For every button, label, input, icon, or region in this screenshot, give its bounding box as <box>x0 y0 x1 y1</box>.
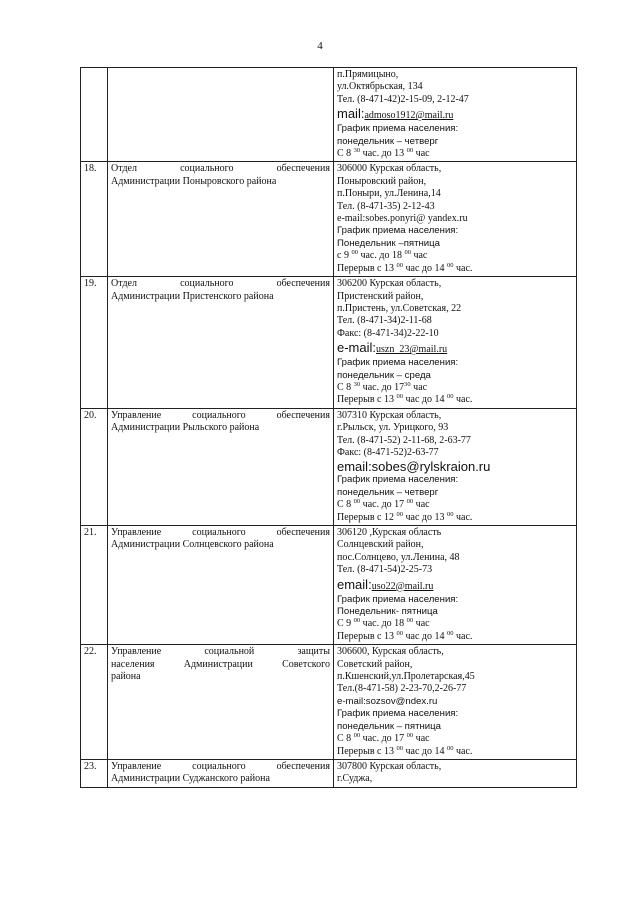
contact-line: Советский район, <box>337 658 413 670</box>
email-address: uso22@mail.ru <box>371 580 434 592</box>
time-minutes: 00 <box>446 629 454 637</box>
word: обеспечения <box>276 409 330 421</box>
time-text: Перерыв с 13 <box>337 394 397 406</box>
contact-line: понедельник – четверг <box>337 486 439 498</box>
time-minutes: 00 <box>396 744 403 752</box>
time-minutes: 00 <box>406 617 414 625</box>
contact-line: Понедельник –пятница <box>337 237 440 249</box>
contact-line: Солнцевский район, <box>337 539 424 551</box>
contact-line: График приема населения: <box>337 123 459 135</box>
time-text: час до 14 <box>402 630 447 642</box>
time-minutes: 00 <box>406 147 414 155</box>
email-prefix: e-mail: <box>337 340 377 356</box>
email-line <box>337 577 573 594</box>
email-prefix: mail: <box>337 106 365 122</box>
time-text: час. до 13 <box>360 148 407 160</box>
time-minutes: 00 <box>396 629 403 637</box>
word: Отдел <box>111 163 137 175</box>
email-line <box>337 106 573 123</box>
institution-name-line <box>111 659 330 671</box>
word: социального <box>180 278 234 290</box>
table-row <box>81 277 577 409</box>
contact-line: Пристенский район, <box>337 290 424 302</box>
time-minutes: 30 <box>353 147 361 155</box>
email-prefix: email: <box>337 576 372 592</box>
time-text: С 8 <box>337 381 354 393</box>
time-text: Перерыв с 12 <box>337 511 397 523</box>
contact-line: Понедельник- пятница <box>337 606 438 618</box>
contact-line: Факс: (8-471-52)2-63-77 <box>337 446 439 458</box>
reception-hours-line <box>337 148 573 160</box>
time-minutes: 00 <box>353 617 361 625</box>
reception-hours-line <box>337 394 573 406</box>
time-minutes: 00 <box>446 393 454 401</box>
email-address: uszn_23@mail.ru <box>376 344 448 356</box>
time-minutes: 00 <box>446 744 454 752</box>
reception-hours-line <box>337 733 573 745</box>
reception-hours-line <box>337 618 573 630</box>
institution-name-line <box>111 646 330 658</box>
institution-name-line <box>111 761 330 773</box>
word: Управление <box>111 527 162 538</box>
reception-hours-line <box>337 631 573 643</box>
time-text: час. до 17 <box>360 733 407 745</box>
contact-info <box>334 645 577 760</box>
row-number <box>81 68 108 162</box>
contact-line: Тел.(8-471-58) 2-23-70,2-26-77 <box>337 683 467 695</box>
time-minutes: 00 <box>396 510 403 518</box>
time-text: час. до 17 <box>360 381 405 393</box>
time-minutes: 00 <box>406 498 414 506</box>
time-text: С 9 <box>337 618 354 630</box>
contact-line: Тел. (8-471-34)2-11-68 <box>337 315 432 327</box>
reception-hours-line <box>337 382 573 394</box>
time-text: с 9 <box>337 250 352 262</box>
reception-hours-line <box>337 250 573 262</box>
reception-hours-line <box>337 746 573 758</box>
contact-line: ул.Октябрьская, 134 <box>337 81 423 93</box>
email-line <box>337 340 573 357</box>
contact-line: понедельник – среда <box>337 369 431 381</box>
time-text: час <box>410 250 428 262</box>
contact-line: График приема населения: <box>337 593 459 605</box>
table-body <box>81 68 577 788</box>
contact-line: Тел. (8-471-52) 2-11-68, 2-63-77 <box>337 434 471 446</box>
time-minutes: 00 <box>404 249 411 257</box>
institution-name-line: Администрации Пристенского района <box>111 290 274 302</box>
institution-name <box>108 645 334 760</box>
contact-line: e-mail:sozsov@ndex.ru <box>337 695 438 707</box>
contact-line: Тел. (8-471-54)2-25-73 <box>337 564 433 576</box>
word: Управление <box>111 760 162 772</box>
word: Администрации <box>183 658 253 670</box>
contact-line: Поныровский район, <box>337 175 427 187</box>
time-text: час до 14 <box>402 262 447 274</box>
contact-line: г.Суджа, <box>337 773 373 785</box>
time-text: С 8 <box>337 733 354 745</box>
row-number: 20. <box>81 408 108 525</box>
time-minutes: 00 <box>396 261 403 269</box>
institution-name-line: района <box>111 671 141 683</box>
institution-name <box>108 526 334 645</box>
institution-name-line: Администрации Рыльского района <box>111 422 260 434</box>
time-text: час. <box>453 262 473 274</box>
time-text: час. до 18 <box>360 618 407 630</box>
time-minutes: 30 <box>353 380 361 388</box>
word: населения <box>111 658 155 670</box>
contact-line: График приема населения: <box>337 708 459 720</box>
contact-line: e-mail:sobes.ponyri@ yandex.ru <box>337 213 468 225</box>
contact-line: 306600, Курская область, <box>337 646 444 658</box>
contact-info <box>334 408 577 525</box>
time-minutes: 00 <box>353 498 361 506</box>
contact-info <box>334 277 577 409</box>
time-minutes: 00 <box>406 732 414 740</box>
word: Советского <box>282 658 330 670</box>
time-text: час <box>413 499 430 511</box>
contact-info <box>334 68 577 162</box>
time-text: час до 14 <box>402 745 447 757</box>
contact-line: п.Пристень, ул.Советская, 22 <box>337 302 462 314</box>
word: социального <box>192 409 246 421</box>
institution-name <box>108 68 334 162</box>
contact-line: п.Прямицыно, <box>337 69 399 80</box>
row-number: 22. <box>81 645 108 760</box>
institution-name <box>108 408 334 525</box>
word: социальной <box>204 646 255 658</box>
time-text: час. <box>453 630 473 642</box>
time-text: С 8 <box>337 148 354 160</box>
time-minutes: 00 <box>446 261 454 269</box>
table-row <box>81 408 577 525</box>
time-text: час <box>413 618 430 630</box>
row-number: 23. <box>81 759 108 787</box>
contact-info <box>334 759 577 787</box>
time-text: час до 14 <box>402 394 447 406</box>
institutions-table <box>80 67 577 788</box>
word: Управление <box>111 409 162 421</box>
institution-name-line: Администрации Солнцевского района <box>111 539 274 551</box>
contact-line: 306200 Курская область, <box>337 278 442 290</box>
time-text: час <box>413 733 430 745</box>
time-text: час до 13 <box>402 511 447 523</box>
contact-line: понедельник – четверг <box>337 135 439 147</box>
table-row <box>81 645 577 760</box>
contact-line: 306120 ,Курская область <box>337 527 442 538</box>
row-number: 21. <box>81 526 108 645</box>
contact-line: График приема населения: <box>337 225 459 237</box>
contact-line: Тел. (8-471-35) 2-12-43 <box>337 200 435 212</box>
time-minutes: 00 <box>446 510 454 518</box>
contact-line: График приема населения: <box>337 357 459 369</box>
time-text: Перерыв с 13 <box>337 262 397 274</box>
institution-name <box>108 162 334 277</box>
time-text: Перерыв с 13 <box>337 630 397 642</box>
contact-line: п.Кшенский,ул.Пролетарская,45 <box>337 671 475 683</box>
table-row <box>81 68 577 162</box>
institution-name-line <box>111 410 330 422</box>
time-text: час. <box>453 394 473 406</box>
time-text: час <box>413 148 430 160</box>
institution-name-line <box>111 163 330 175</box>
contact-info <box>334 526 577 645</box>
word: обеспечения <box>276 527 330 538</box>
time-minutes: 00 <box>351 249 358 257</box>
contact-line: Тел. (8-471-42)2-15-09, 2-12-47 <box>337 93 469 105</box>
institution-name <box>108 277 334 409</box>
word: обеспечения <box>276 278 330 290</box>
word: социального <box>180 163 234 175</box>
contact-line: п.Поныри, ул.Ленина,14 <box>337 188 441 200</box>
time-text: час <box>410 381 428 393</box>
contact-line: График приема населения: <box>337 474 459 486</box>
reception-hours-line <box>337 263 573 275</box>
contact-line: понедельник – пятница <box>337 720 441 732</box>
contact-line: 307800 Курская область, <box>337 760 442 772</box>
reception-hours-line <box>337 499 573 511</box>
table-row <box>81 759 577 787</box>
row-number: 19. <box>81 277 108 409</box>
institution-name <box>108 759 334 787</box>
row-number: 18. <box>81 162 108 277</box>
word: Отдел <box>111 278 137 290</box>
email-address: admoso1912@mail.ru <box>364 110 454 122</box>
time-minutes: 30 <box>404 380 411 388</box>
word: социального <box>192 760 246 772</box>
institution-name-line: Администрации Поныровского района <box>111 175 277 187</box>
table-row <box>81 526 577 645</box>
contact-line: 307310 Курская область, <box>337 409 442 421</box>
time-text: час. <box>453 511 473 523</box>
contact-line: пос.Солнцево, ул.Ленина, 48 <box>337 551 460 563</box>
word: обеспечения <box>276 760 330 772</box>
institution-name-line <box>111 527 330 539</box>
time-minutes: 00 <box>396 393 403 401</box>
word: Управление <box>111 646 162 658</box>
table-row <box>81 162 577 277</box>
institution-name-line <box>111 278 330 290</box>
contact-line: Факс: (8-471-34)2-22-10 <box>337 327 439 339</box>
contact-line: email:sobes@rylskraion.ru <box>337 459 491 475</box>
institution-name-line: Администрации Суджанского района <box>111 773 270 785</box>
time-minutes: 00 <box>353 732 361 740</box>
contact-info <box>334 162 577 277</box>
time-text: Перерыв с 13 <box>337 745 397 757</box>
time-text: час. <box>453 745 473 757</box>
time-text: час. до 18 <box>357 250 405 262</box>
word: обеспечения <box>276 163 330 175</box>
contact-line: г.Рыльск, ул. Урицкого, 93 <box>337 422 449 434</box>
reception-hours-line <box>337 512 573 524</box>
word: защиты <box>297 646 330 658</box>
time-text: час. до 17 <box>360 499 407 511</box>
contact-line: 306000 Курская область, <box>337 163 442 175</box>
page-number: 4 <box>317 40 323 52</box>
time-text: С 8 <box>337 499 354 511</box>
word: социального <box>192 527 246 538</box>
